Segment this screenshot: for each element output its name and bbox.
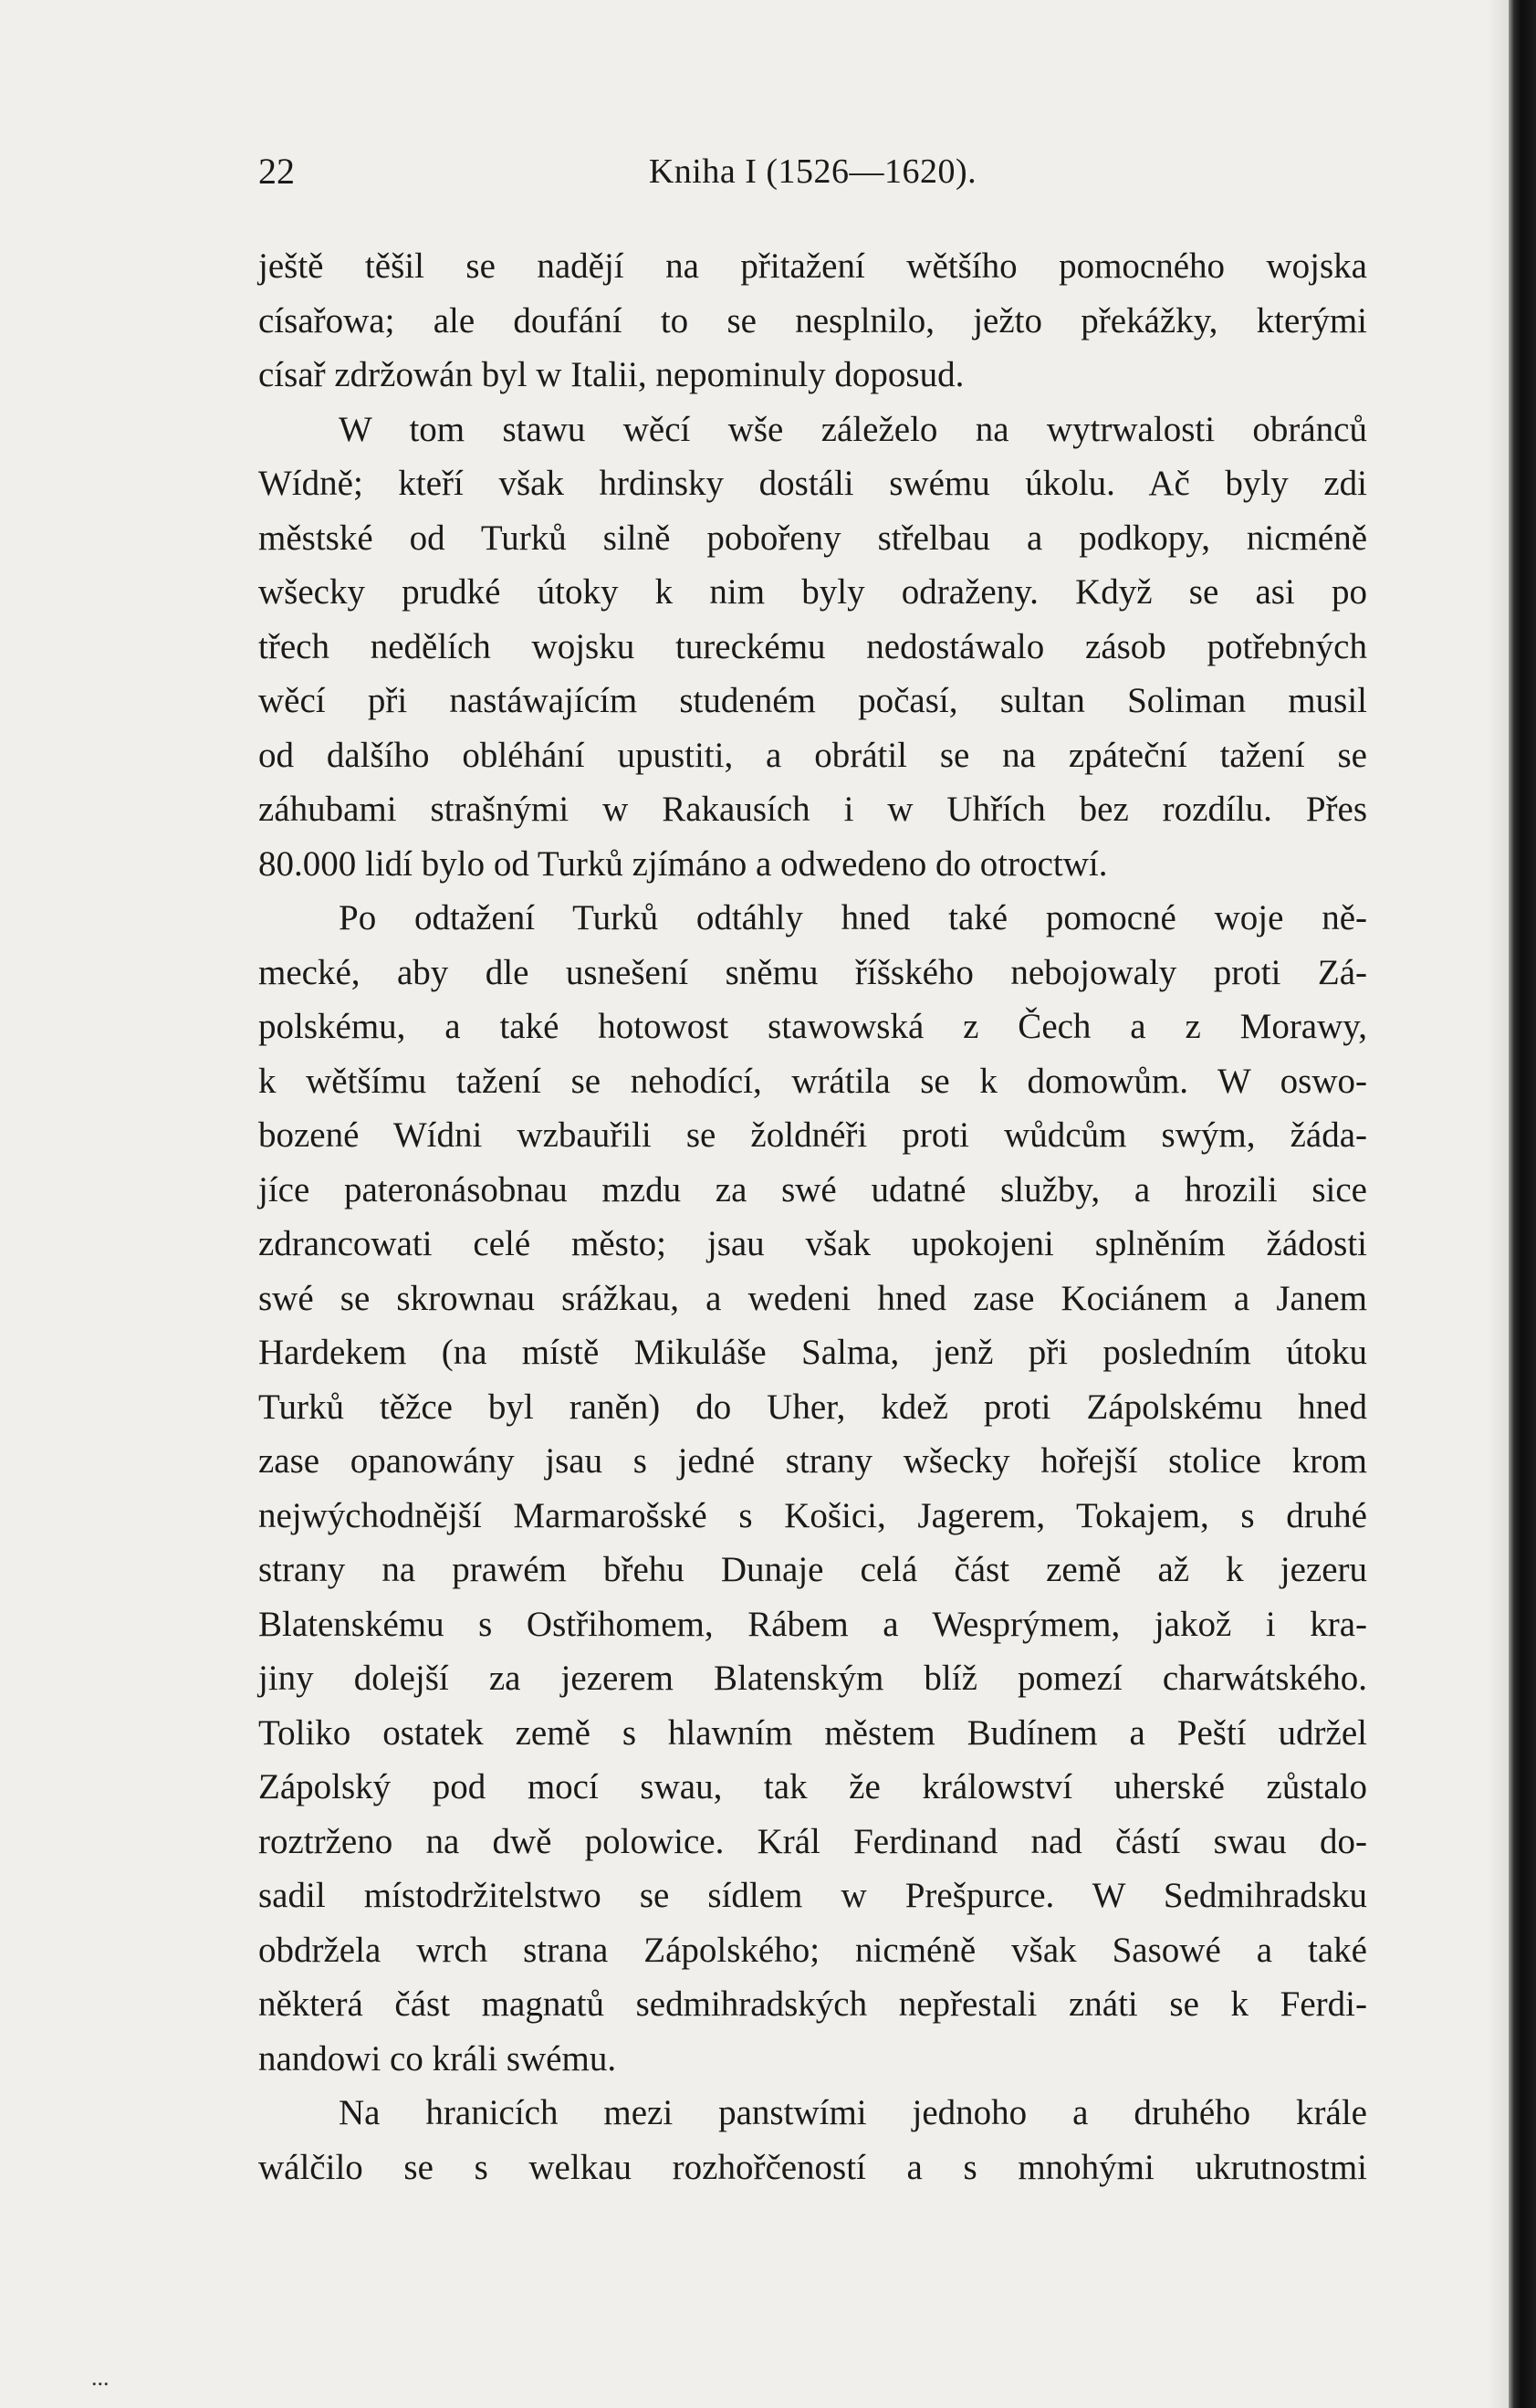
- page-header: [258, 146, 1367, 197]
- text-line: bozené Wídni wzbauřili se žoldnéři proti wůdcům swým, žáda-: [258, 1115, 1367, 1155]
- text-line: ještě těšil se nadějí na přitažení wětšího pomocného wojska: [258, 246, 1367, 286]
- text-line: jíce pateronásobnau mzdu za swé udatné služby, a hrozili sice: [258, 1169, 1367, 1209]
- text-line: strany na prawém břehu Dunaje celá část země až k jezeru: [258, 1550, 1367, 1589]
- text-line: Zápolský pod mocí swau, tak že králowství uherské zůstalo: [258, 1767, 1367, 1806]
- running-title: Kniha I (1526—1620).: [648, 152, 977, 191]
- text-line: k wětšímu tažení se nehodící, wrátila se k domowům. W oswo-: [258, 1061, 1367, 1101]
- text-line: roztrženo na dwě polowice. Král Ferdinand nad částí swau do-: [258, 1821, 1367, 1861]
- text-line: zase opanowány jsau s jedné strany wšecky hořejší stolice krom: [258, 1441, 1367, 1481]
- text-line: císař zdržowán byl w Italii, nepominuly doposud.: [258, 355, 965, 394]
- text-line: swé se skrownau srážkau, a wedeni hned zase Kociánem a Janem: [258, 1278, 1367, 1318]
- text-line: Po odtažení Turků odtáhly hned také pomocné woje ně-: [339, 898, 1367, 937]
- text-line: zdrancowati celé město; jsau však upokojeni splněním žádosti: [258, 1224, 1367, 1263]
- text-line: obdržela wrch strana Zápolského; nicméně však Sasowé a také: [258, 1930, 1367, 1970]
- page-edge-shadow: [1487, 0, 1509, 2408]
- text-line: Turků těžce byl raněn) do Uher, kdež proti Zápolskému hned: [258, 1387, 1367, 1427]
- text-line: W tom stawu wěcí wše záleželo na wytrwalosti obránců: [339, 409, 1367, 449]
- text-line: Na hranicích mezi panstwími jednoho a druhého krále: [339, 2093, 1367, 2132]
- text-line: sadil místodržitelstwo se sídlem w Prešpurce. W Sedmihradsku: [258, 1876, 1367, 1915]
- page-edge: [1509, 0, 1536, 2408]
- text-line: třech nedělích wojsku tureckému nedostáwalo zásob potřebných: [258, 626, 1367, 666]
- text-line: císařowa; ale doufání to se nesplnilo, ježto překážky, kterými: [258, 300, 1367, 340]
- text-line: wálčilo se s welkau rozhořčeností a s mnohými ukrutnostmi: [258, 2147, 1367, 2187]
- text-line: Blatenskému s Ostřihomem, Rábem a Wesprýmem, jakož i kra-: [258, 1604, 1367, 1644]
- text-line: některá část magnatů sedmihradských nepřestali znáti se k Ferdi-: [258, 1984, 1367, 2024]
- text-line: mecké, aby dle usnešení sněmu říšského nebojowaly proti Zá-: [258, 952, 1367, 992]
- text-line: městské od Turků silně pobořeny střelbau a podkopy, nicméně: [258, 518, 1367, 558]
- stray-mark: ...: [91, 2364, 110, 2391]
- text-line: záhubami strašnými w Rakausích i w Uhřích bez rozdílu. Přes: [258, 790, 1367, 829]
- text-line: 80.000 lidí bylo od Turků zjímáno a odwedeno do otroctwí.: [258, 843, 1108, 884]
- text-line: wšecky prudké útoky k nim byly odraženy. Když se asi po: [258, 572, 1367, 612]
- text-line: nandowi co králi swému.: [258, 2038, 617, 2078]
- text-line: polskému, a také hotowost stawowská z Čech a z Morawy,: [258, 1007, 1367, 1046]
- text-line: Wídně; kteří však hrdinsky dostáli swému úkolu. Ač byly zdi: [258, 464, 1367, 503]
- text-line: Toliko ostatek země s hlawním městem Budínem a Peští udržel: [258, 1712, 1367, 1753]
- body-text: [258, 239, 1367, 2194]
- text-line: jiny dolejší za jezerem Blatenským blíž pomezí charwátského.: [258, 1659, 1367, 1698]
- page-number: 22: [258, 151, 295, 192]
- text-line: wěcí při nastáwajícím studeném počasí, sultan Soliman musil: [258, 681, 1367, 720]
- text-line: Hardekem (na místě Mikuláše Salma, jenž při posledním útoku: [258, 1333, 1367, 1372]
- text-line: od dalšího obléhání upustiti, a obrátil se na zpáteční tažení se: [258, 735, 1367, 775]
- text-line: nejwýchodnější Marmarošské s Košici, Jagerem, Tokajem, s druhé: [258, 1495, 1367, 1535]
